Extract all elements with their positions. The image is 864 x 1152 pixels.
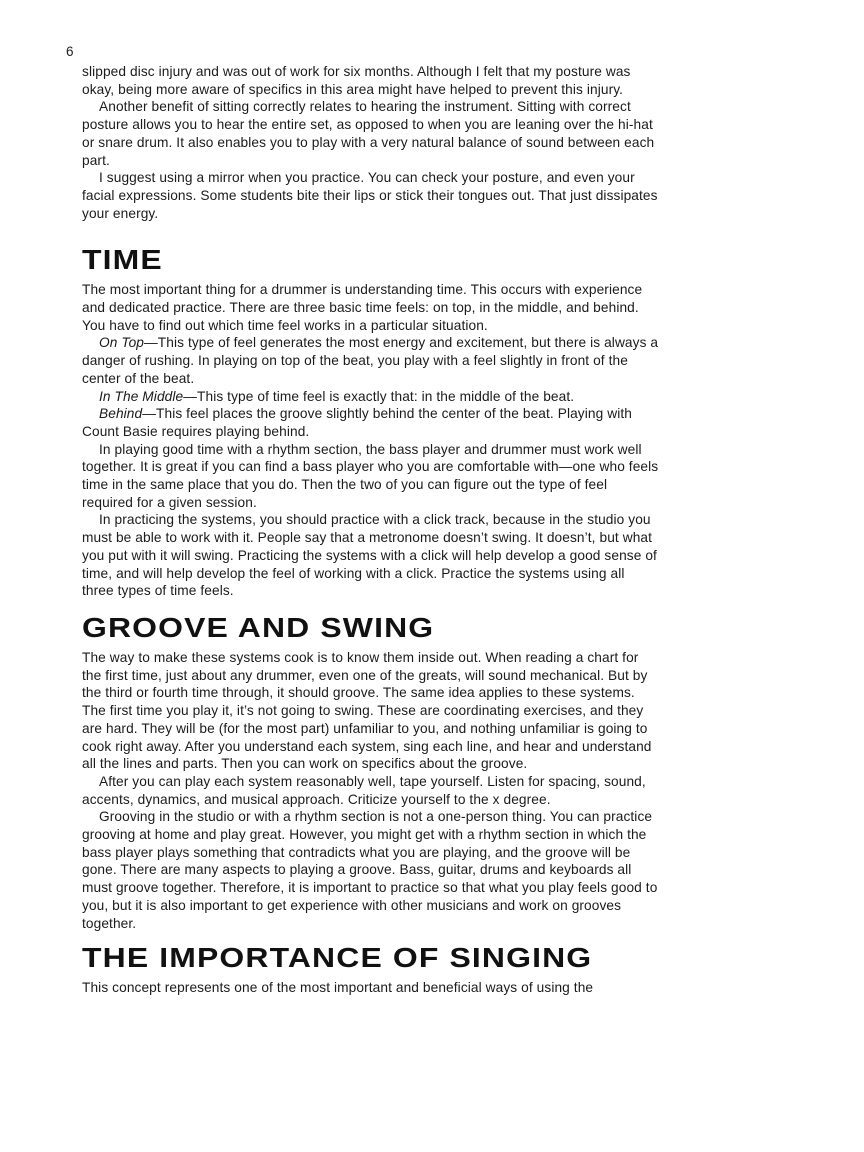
paragraph: slipped disc injury and was out of work for six months. Although I felt that my posture was okay, being more aware of specifics in this area might have helped to prevent this injury. [82, 64, 631, 97]
paragraph [82, 405, 659, 440]
paragraph: In playing good time with a rhythm section, the bass player and drummer must work well together. It is great if you can find a bass player who you are comfortable with—one who feels time in the same place that you do. Then the two of you can figure out the type of feel required for a given session. [82, 441, 659, 510]
section-importance-of-singing [82, 944, 659, 997]
paragraph [82, 334, 659, 387]
paragraph: I suggest using a mirror when you practice. You can check your posture, and even your facial expressions. Some students bite their lips or stick their tongues out. That just dissipates your energy. [82, 170, 658, 221]
section-heading-time: TIME [82, 244, 163, 276]
paragraph: In practicing the systems, you should practice with a click track, because in the studio you must be able to work with it. People say that a metronome doesn’t swing. It doesn’t, but what you put with it will swing. Practicing the systems with a click will help develop a good sense of time, and will help develop the feel of working with a click. Practice the systems using all three types of time feels. [82, 512, 657, 599]
section-heading-importance-of-singing: THE IMPORTANCE OF SINGING [82, 942, 593, 974]
paragraph-text: —This type of feel generates the most energy and excitement, but there is always a danger of rushing. In playing on top of the beat, you play with a feel slightly in front of the center of the beat. [82, 335, 659, 386]
paragraph: The way to make these systems cook is to know them inside out. When reading a chart for the first time, just about any drummer, even one of the greats, will sound mechanical. But by the third or fourth time through, it should groove. The same idea applies to these systems. The first time you play it, it’s not going to swing. These are coordinating exercises, and they are hard. They will be (for the most part) unfamiliar to you, and nothing unfamiliar is going to cook right away. After you understand each system, sing each line, and hear and understand all the lines and parts. Then you can work on specifics about the groove. [82, 649, 652, 772]
paragraph: Grooving in the studio or with a rhythm section is not a one-person thing. You can practice grooving at home and play great. However, you might get with a rhythm section in which the bass player plays something that contradicts what you are playing, and the groove will be gone. There are many aspects to playing a groove. Bass, guitar, drums and keyboards all must groove together. Therefore, it is important to practice so that what you play feels good to you, but it is also important to get experience with other musicians and work on grooves together. [82, 809, 658, 931]
intro-block [82, 63, 659, 222]
paragraph: This concept represents one of the most important and beneficial ways of using the [82, 980, 594, 996]
paragraph-lead: Behind [99, 406, 143, 422]
section-time [82, 246, 659, 600]
section-heading-groove-and-swing: GROOVE AND SWING [82, 611, 435, 643]
section-groove-and-swing [82, 611, 659, 932]
paragraph-lead: On Top [99, 335, 144, 351]
page-content [82, 63, 659, 997]
page-number: 6 [66, 44, 74, 59]
paragraph: The most important thing for a drummer is understanding time. This occurs with experience and dedicated practice. There are three basic time feels: on top, in the middle, and behind. You have to find out which time feel works in a particular situation. [82, 282, 643, 333]
paragraph: After you can play each system reasonably well, tape yourself. Listen for spacing, sound, accents, dynamics, and musical approach. Criticize yourself to the x degree. [82, 773, 646, 807]
paragraph-text: —This type of time feel is exactly that: in the middle of the beat. [183, 388, 575, 404]
paragraph [82, 388, 659, 406]
paragraph-lead: In The Middle [99, 388, 184, 404]
paragraph: Another benefit of sitting correctly relates to hearing the instrument. Sitting with correct posture allows you to hear the entire set, as opposed to when you are leaning over the hi-hat or snare drum. It also enables you to play with a very natural balance of sound between each part. [82, 99, 655, 168]
paragraph-text: —This feel places the groove slightly behind the center of the beat. Playing with Count Basie requires playing behind. [82, 406, 632, 439]
